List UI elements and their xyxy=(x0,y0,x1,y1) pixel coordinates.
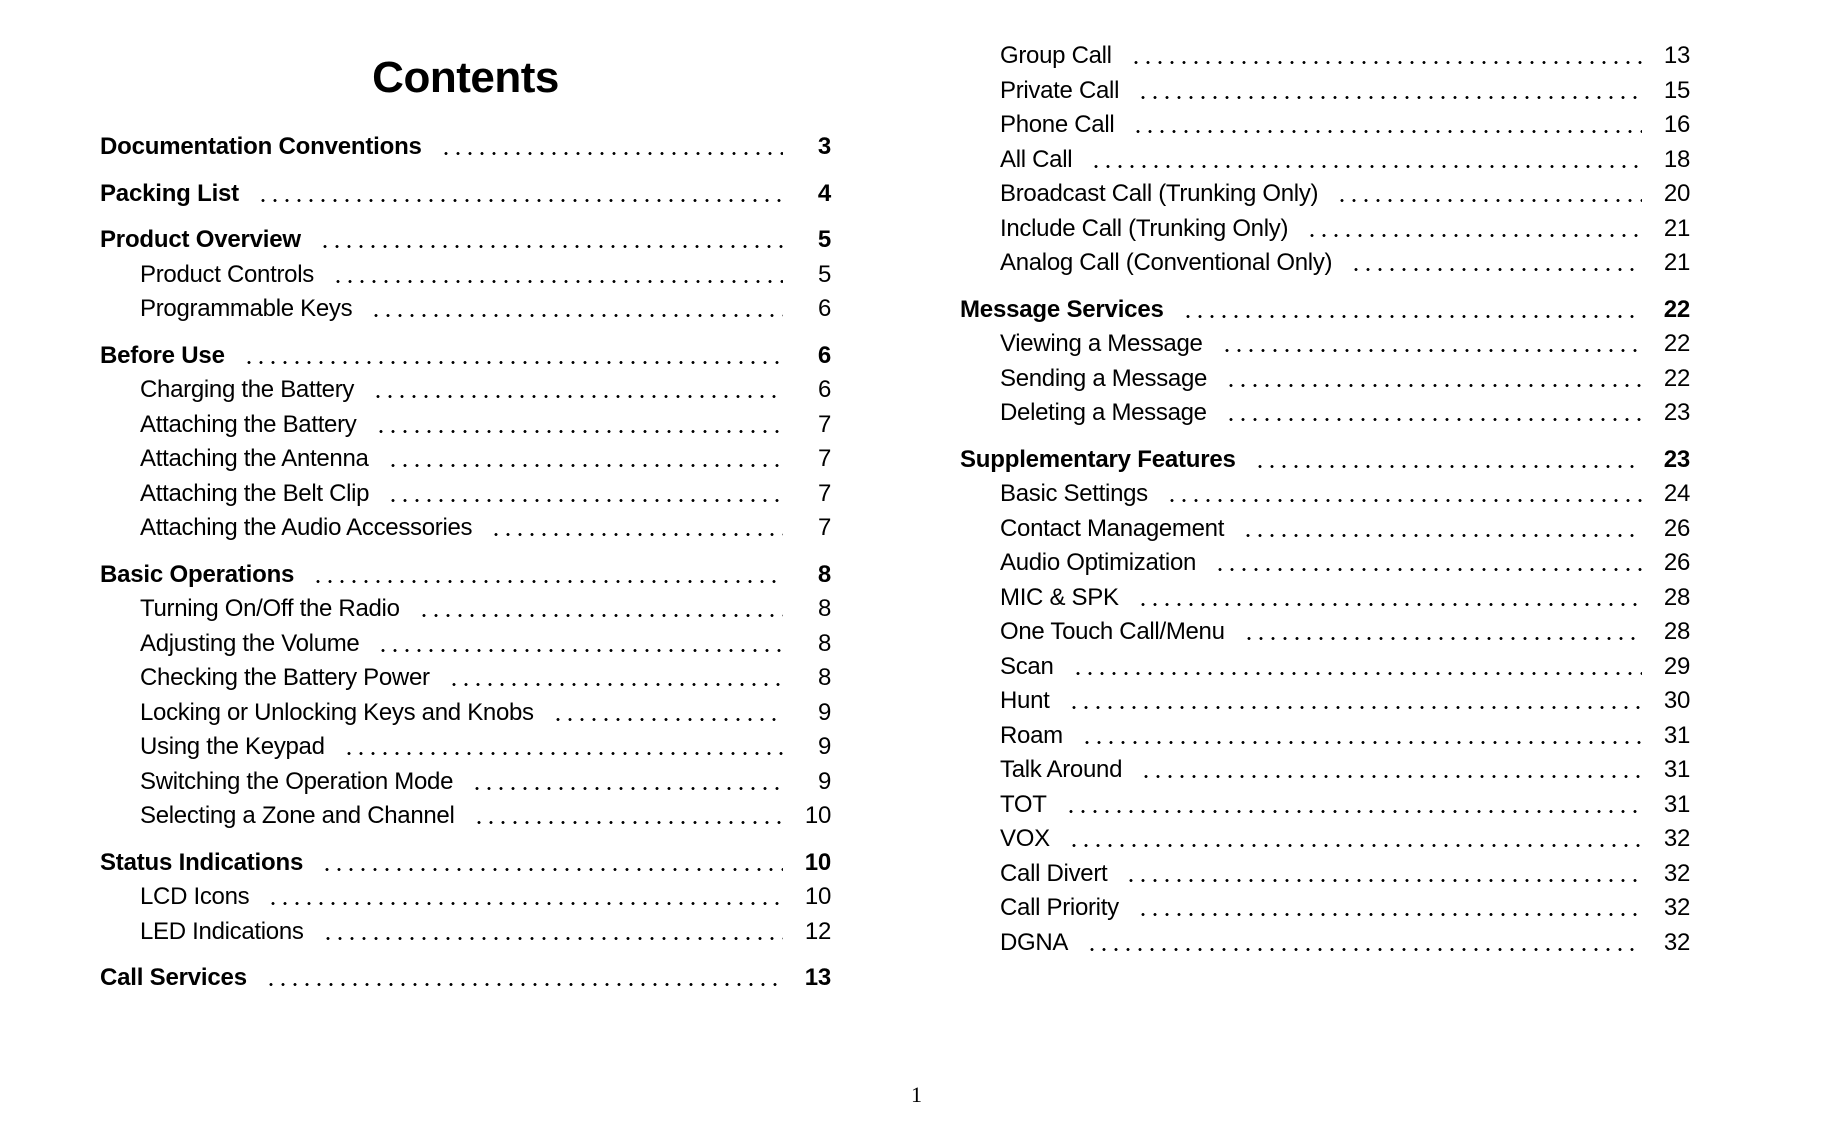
toc-entry-label: Deleting a Message xyxy=(1000,399,1207,426)
toc-entry[interactable] xyxy=(960,889,1690,923)
toc-entry-label: Turning On/Off the Radio xyxy=(140,595,400,622)
dot-leader xyxy=(473,819,784,826)
toc-entry-page: 10 xyxy=(804,883,831,910)
dot-leader xyxy=(243,359,783,366)
toc-entry-label: Include Call (Trunking Only) xyxy=(1000,215,1289,242)
dot-leader xyxy=(372,393,783,400)
dot-leader xyxy=(1350,266,1642,273)
toc-entry-label: Attaching the Battery xyxy=(140,411,357,438)
toc-entry-page: 3 xyxy=(817,133,831,160)
toc-entry-page: 28 xyxy=(1663,584,1690,611)
toc-entry[interactable] xyxy=(100,844,831,878)
toc-entry-label: Sending a Message xyxy=(1000,365,1208,392)
toc-entry[interactable] xyxy=(960,475,1690,509)
toc-entry[interactable] xyxy=(960,613,1690,647)
toc-entry-label: All Call xyxy=(1000,146,1073,173)
dot-leader xyxy=(267,900,783,907)
dot-leader xyxy=(1225,382,1642,389)
toc-entry-page: 24 xyxy=(1663,480,1690,507)
toc-entry-label: MIC & SPK xyxy=(1000,584,1119,611)
dot-leader xyxy=(1254,463,1642,470)
toc-entry[interactable] xyxy=(960,648,1690,682)
toc-entry[interactable] xyxy=(100,290,831,324)
toc-entry-label: Message Services xyxy=(960,296,1164,323)
toc-entry-label: Status Indications xyxy=(100,849,304,876)
toc-entry-page: 26 xyxy=(1663,549,1690,576)
dot-leader xyxy=(1137,601,1642,608)
dot-leader xyxy=(440,150,783,157)
dot-leader xyxy=(1306,232,1642,239)
toc-entry-page: 23 xyxy=(1663,399,1690,426)
toc-entry[interactable] xyxy=(100,590,831,624)
toc-entry-page: 7 xyxy=(817,480,831,507)
toc-entry-label: Analog Call (Conventional Only) xyxy=(1000,249,1333,276)
toc-entry-label: Viewing a Message xyxy=(1000,330,1203,357)
toc-entry-label: Scan xyxy=(1000,653,1054,680)
dot-leader xyxy=(552,716,783,723)
toc-entry-page: 8 xyxy=(817,595,831,622)
toc-entry[interactable] xyxy=(100,509,831,543)
toc-entry-label: Hunt xyxy=(1000,687,1050,714)
toc-entry[interactable] xyxy=(100,440,831,474)
dot-leader xyxy=(1166,497,1642,504)
toc-entry[interactable] xyxy=(960,291,1690,325)
dot-leader xyxy=(319,243,783,250)
toc-entry[interactable] xyxy=(960,394,1690,428)
toc-entry-label: Call Services xyxy=(100,964,247,991)
toc-entry-page: 16 xyxy=(1663,111,1690,138)
toc-entry[interactable] xyxy=(100,556,831,590)
toc-entry-page: 7 xyxy=(817,445,831,472)
dot-leader xyxy=(1242,532,1642,539)
dot-leader xyxy=(1336,197,1642,204)
toc-entry-page: 21 xyxy=(1663,249,1690,276)
toc-entry-label: TOT xyxy=(1000,791,1047,818)
dot-leader xyxy=(387,462,783,469)
toc-entry-label: Broadcast Call (Trunking Only) xyxy=(1000,180,1319,207)
dot-leader xyxy=(343,750,783,757)
dot-leader xyxy=(1137,94,1642,101)
toc-entry[interactable] xyxy=(960,924,1690,958)
toc-entry-page: 6 xyxy=(817,342,831,369)
toc-entry-label: Roam xyxy=(1000,722,1063,749)
toc-entry-page: 7 xyxy=(817,411,831,438)
dot-leader xyxy=(1214,566,1642,573)
toc-entry-page: 32 xyxy=(1663,860,1690,887)
toc-entry-page: 13 xyxy=(804,964,831,991)
toc-entry-label: Supplementary Features xyxy=(960,446,1236,473)
dot-leader xyxy=(1081,739,1642,746)
toc-entry-page: 31 xyxy=(1663,791,1690,818)
toc-entry-label: Basic Operations xyxy=(100,561,295,588)
toc-entry-label: LED Indications xyxy=(140,918,304,945)
page-title: Contents xyxy=(372,53,559,102)
toc-entry-label: Switching the Operation Mode xyxy=(140,768,454,795)
toc-entry[interactable] xyxy=(100,878,831,912)
toc-entry-label: Charging the Battery xyxy=(140,376,355,403)
dot-leader xyxy=(490,531,783,538)
toc-entry-label: Attaching the Audio Accessories xyxy=(140,514,473,541)
toc-entry-page: 22 xyxy=(1663,330,1690,357)
dot-leader xyxy=(1065,808,1642,815)
toc-entry-label: Phone Call xyxy=(1000,111,1115,138)
toc-entry[interactable] xyxy=(100,728,831,762)
dot-leader xyxy=(1130,59,1642,66)
toc-entry-label: Call Priority xyxy=(1000,894,1119,921)
toc-entry[interactable] xyxy=(100,763,831,797)
toc-entry-page: 8 xyxy=(817,664,831,691)
toc-entry-label: Private Call xyxy=(1000,77,1120,104)
page-number: 1 xyxy=(911,1082,922,1107)
dot-leader xyxy=(1140,773,1642,780)
toc-entry-page: 23 xyxy=(1663,446,1690,473)
dot-leader xyxy=(377,647,783,654)
toc-entry-label: Selecting a Zone and Channel xyxy=(140,802,455,829)
dot-leader xyxy=(1125,877,1642,884)
toc-entry-page: 4 xyxy=(817,180,831,207)
toc-entry-page: 32 xyxy=(1663,929,1690,956)
toc-entry[interactable] xyxy=(100,959,831,993)
toc-entry[interactable] xyxy=(960,141,1690,175)
toc-entry-page: 6 xyxy=(817,376,831,403)
toc-entry-page: 13 xyxy=(1663,42,1690,69)
toc-entry[interactable] xyxy=(100,406,831,440)
dot-leader xyxy=(387,497,783,504)
toc-entry-label: Talk Around xyxy=(1000,756,1123,783)
toc-entry-label: Locking or Unlocking Keys and Knobs xyxy=(140,699,534,726)
dot-leader xyxy=(1243,635,1642,642)
dot-leader xyxy=(471,785,783,792)
dot-leader xyxy=(1132,128,1642,135)
toc-entry-page: 22 xyxy=(1663,365,1690,392)
toc-entry-page: 26 xyxy=(1663,515,1690,542)
dot-leader xyxy=(370,312,783,319)
toc-entry[interactable] xyxy=(100,128,831,162)
toc-entry-page: 10 xyxy=(804,849,831,876)
toc-entry-page: 9 xyxy=(817,733,831,760)
toc-entry-label: LCD Icons xyxy=(140,883,250,910)
toc-entry-page: 21 xyxy=(1663,215,1690,242)
toc-entry-page: 8 xyxy=(817,561,831,588)
toc-entry-page: 6 xyxy=(817,295,831,322)
toc-entry[interactable] xyxy=(100,175,831,209)
toc-entry-page: 9 xyxy=(817,699,831,726)
dot-leader xyxy=(1137,911,1642,918)
toc-entry[interactable] xyxy=(960,210,1690,244)
toc-entry[interactable] xyxy=(100,694,831,728)
toc-entry[interactable] xyxy=(100,221,831,255)
toc-entry-label: Attaching the Belt Clip xyxy=(140,480,370,507)
toc-entry-label: DGNA xyxy=(1000,929,1069,956)
dot-leader xyxy=(322,935,783,942)
toc-entry[interactable] xyxy=(100,797,831,831)
toc-entry-page: 15 xyxy=(1663,77,1690,104)
toc-entry-label: Audio Optimization xyxy=(1000,549,1197,576)
dot-leader xyxy=(1182,313,1642,320)
toc-entry[interactable] xyxy=(960,72,1690,106)
toc-entry[interactable] xyxy=(100,913,831,947)
toc-entry[interactable] xyxy=(960,360,1690,394)
dot-leader xyxy=(257,197,783,204)
toc-entry[interactable] xyxy=(100,625,831,659)
toc-entry-page: 30 xyxy=(1663,687,1690,714)
toc-entry-page: 31 xyxy=(1663,756,1690,783)
toc-entry-label: Adjusting the Volume xyxy=(140,630,360,657)
toc-entry[interactable] xyxy=(960,717,1690,751)
toc-entry-page: 12 xyxy=(804,918,831,945)
toc-entry-label: Using the Keypad xyxy=(140,733,325,760)
toc-entry[interactable] xyxy=(100,371,831,405)
toc-entry-page: 9 xyxy=(817,768,831,795)
toc-entry[interactable] xyxy=(100,659,831,693)
toc-entry[interactable] xyxy=(960,579,1690,613)
toc-entry[interactable] xyxy=(100,337,831,371)
toc-entry-page: 20 xyxy=(1663,180,1690,207)
toc-entry-label: One Touch Call/Menu xyxy=(1000,618,1225,645)
dot-leader xyxy=(448,681,783,688)
toc-entry-page: 5 xyxy=(817,226,831,253)
dot-leader xyxy=(1068,842,1642,849)
toc-entry[interactable] xyxy=(960,37,1690,71)
toc-entry[interactable] xyxy=(960,106,1690,140)
dot-leader xyxy=(1086,946,1642,953)
toc-entry-page: 22 xyxy=(1663,296,1690,323)
toc-entry[interactable] xyxy=(960,510,1690,544)
dot-leader xyxy=(332,278,783,285)
toc-entry-label: Packing List xyxy=(100,180,239,207)
toc-entry-page: 7 xyxy=(817,514,831,541)
toc-entry-page: 32 xyxy=(1663,825,1690,852)
dot-leader xyxy=(375,428,784,435)
toc-entry-label: Contact Management xyxy=(1000,515,1225,542)
toc-entry-page: 28 xyxy=(1663,618,1690,645)
dot-leader xyxy=(1072,670,1642,677)
toc-entry-page: 5 xyxy=(817,261,831,288)
toc-entry-label: Product Overview xyxy=(100,226,301,253)
dot-leader xyxy=(1090,163,1642,170)
toc-entry-label: Call Divert xyxy=(1000,860,1108,887)
toc-entry-page: 29 xyxy=(1663,653,1690,680)
dot-leader xyxy=(418,612,783,619)
toc-entry-page: 31 xyxy=(1663,722,1690,749)
dot-leader xyxy=(1068,704,1643,711)
toc-entry-label: Group Call xyxy=(1000,42,1112,69)
toc-entry[interactable] xyxy=(100,256,831,290)
dot-leader xyxy=(321,866,783,873)
toc-entry-label: Basic Settings xyxy=(1000,480,1148,507)
dot-leader xyxy=(1221,347,1642,354)
toc-entry[interactable] xyxy=(100,475,831,509)
toc-entry-label: Checking the Battery Power xyxy=(140,664,430,691)
toc-entry[interactable] xyxy=(960,820,1690,854)
toc-entry[interactable] xyxy=(960,441,1690,475)
toc-entry[interactable] xyxy=(960,682,1690,716)
toc-entry[interactable] xyxy=(960,244,1690,278)
toc-entry[interactable] xyxy=(960,855,1690,889)
toc-entry-label: Documentation Conventions xyxy=(100,133,422,160)
toc-entry[interactable] xyxy=(960,786,1690,820)
toc-entry[interactable] xyxy=(960,175,1690,209)
toc-entry-label: VOX xyxy=(1000,825,1050,852)
toc-entry-page: 8 xyxy=(817,630,831,657)
toc-entry-label: Before Use xyxy=(100,342,225,369)
toc-entry[interactable] xyxy=(960,544,1690,578)
toc-entry-label: Programmable Keys xyxy=(140,295,353,322)
dot-leader xyxy=(312,578,783,585)
dot-leader xyxy=(1225,416,1642,423)
toc-entry-page: 18 xyxy=(1663,146,1690,173)
toc-entry-label: Attaching the Antenna xyxy=(140,445,369,472)
toc-entry-page: 10 xyxy=(804,802,831,829)
toc-entry-page: 32 xyxy=(1663,894,1690,921)
toc-entry[interactable] xyxy=(960,751,1690,785)
toc-entry[interactable] xyxy=(960,325,1690,359)
toc-entry-label: Product Controls xyxy=(140,261,314,288)
dot-leader xyxy=(265,981,783,988)
